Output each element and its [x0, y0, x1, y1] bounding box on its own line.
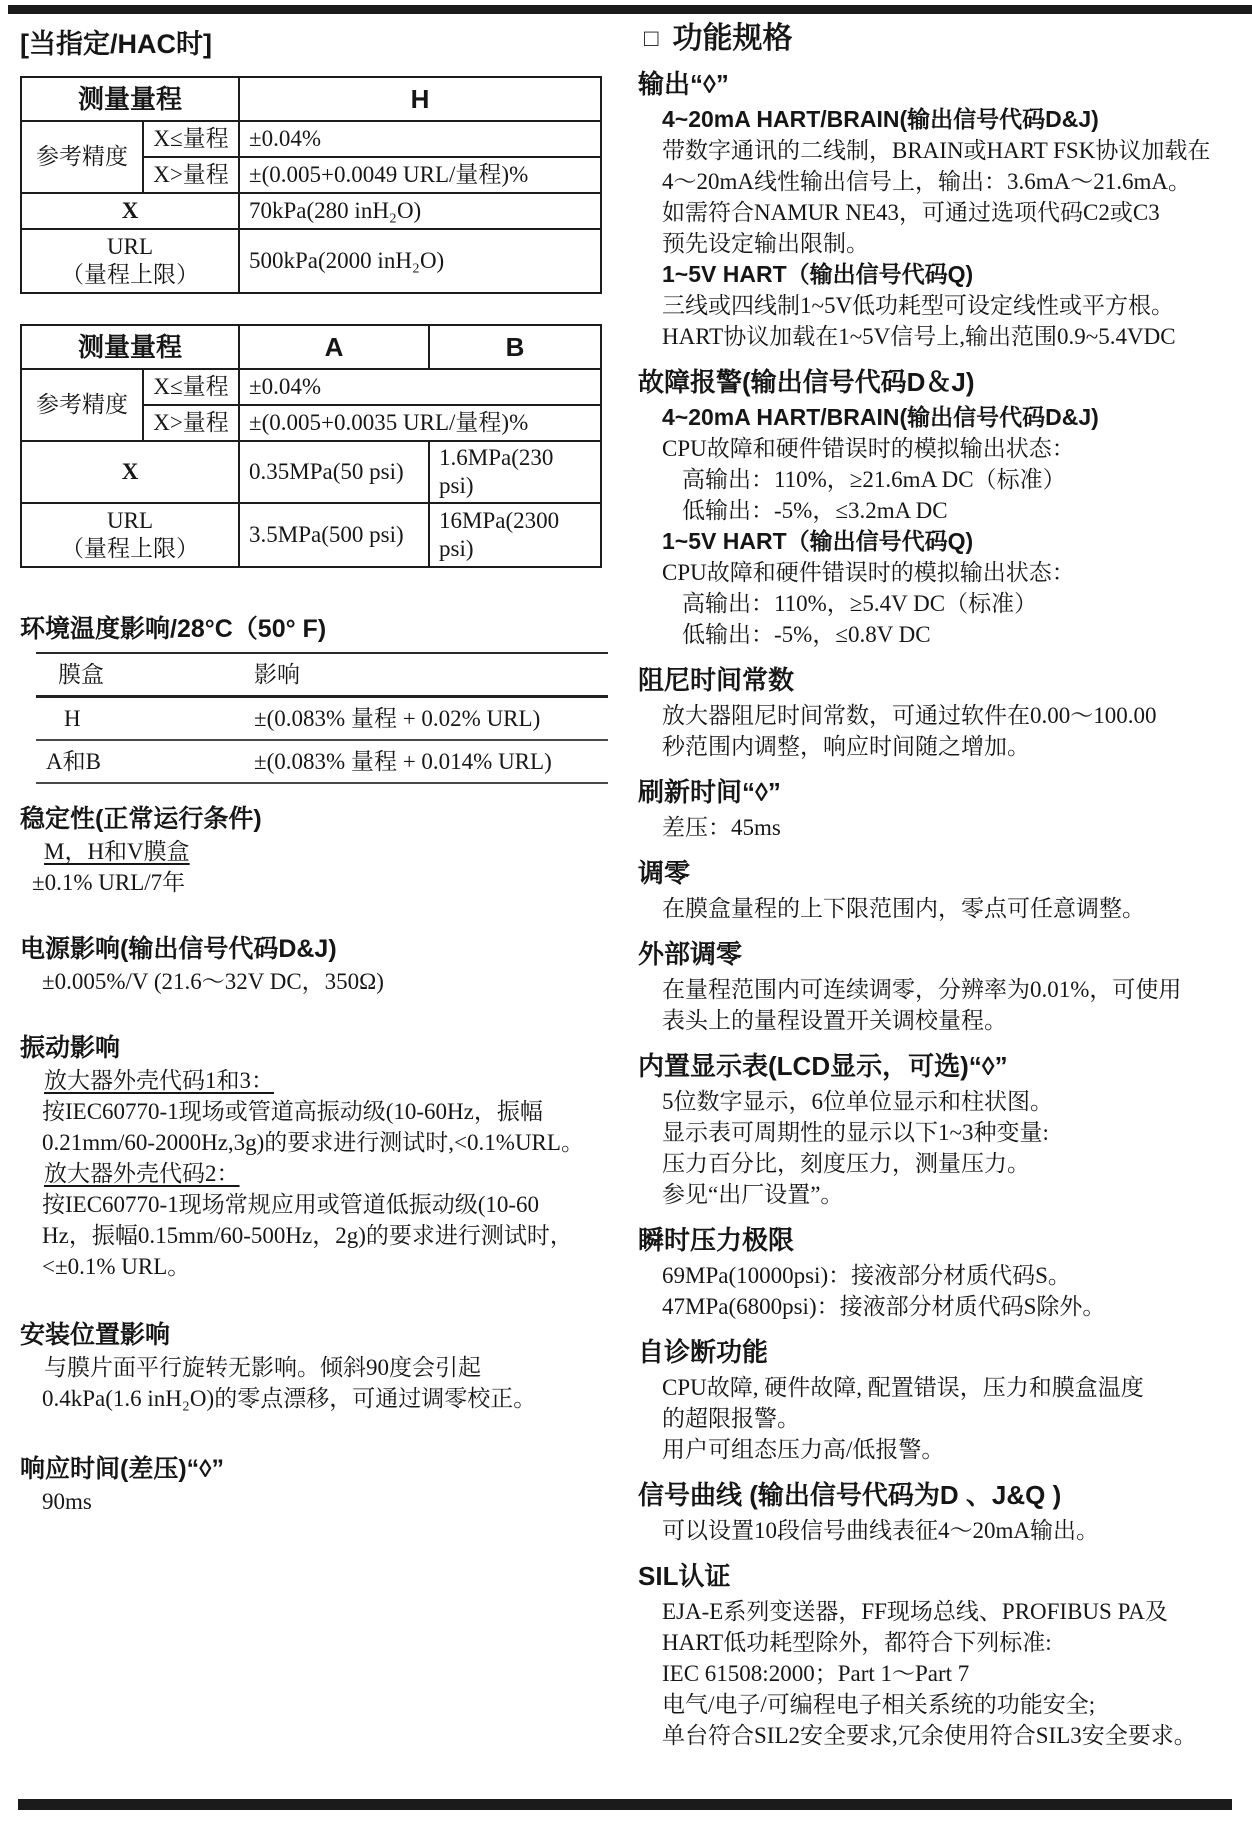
output-p2-line2: HART协议加载在1~5V信号上,输出范围0.9~5.4VDC [662, 324, 1176, 349]
zero-heading: 调零 [638, 858, 691, 888]
alarm-s1-line1: CPU故障和硬件错误时的模拟输出状态： [662, 436, 1075, 461]
sil-heading: SIL认证 [638, 1561, 731, 1591]
vibration-case2-label: 放大器外壳代码2： [44, 1161, 240, 1186]
signal-curve-heading: 信号曲线 (输出信号代码为D 、J&Q ) [638, 1480, 1062, 1510]
output-heading: 输出“◊” [638, 69, 729, 99]
mounting-line2: 0.4kPa(1.6 inH₂O)的零点漂移，可通过调零校正。 [42, 1386, 537, 1411]
table-ab-col-b: B [429, 325, 601, 369]
overpressure-line1: 69MPa(10000psi)：接液部分材质代码S。 [662, 1263, 1071, 1288]
alarm-s2-line3: 低输出：-5%，≤0.8V DC [682, 622, 931, 647]
table-ab-range-header: 测量量程 [21, 325, 239, 369]
section-damping [638, 662, 1248, 762]
temp-col-capsule: 膜盒 [36, 653, 244, 697]
table-h-col-h: H [239, 77, 601, 121]
external-zero-line1: 在量程范围内可连续调零，分辨率为0.01%，可使用 [662, 977, 1182, 1002]
vibration-case1-line1: 按IEC60770-1现场或管道高振动级(10-60Hz，振幅 [42, 1099, 543, 1124]
alarm-sub2: 1~5V HART（输出信号代码Q) [662, 528, 974, 554]
square-marker-icon: □ [644, 25, 659, 52]
display-line1: 5位数字显示，6位单位显示和柱状图。 [662, 1089, 1053, 1114]
table-ab-url-label-line2: （量程上限） [61, 536, 199, 561]
section-power-effect [20, 932, 614, 997]
output-p1-line1: 带数字通讯的二线制，BRAIN或HART FSK协议加载在 [662, 138, 1211, 163]
sil-line4: 电气/电子/可编程电子相关系统的功能安全; [662, 1692, 1096, 1717]
output-p1-line4: 预先设定输出限制。 [662, 231, 869, 256]
table-range-ab [20, 324, 602, 568]
table-ab-x-b: 1.6MPa(230 psi) [429, 441, 601, 503]
vibration-case2-line2: Hz，振幅0.15mm/60-500Hz，2g)的要求进行测试时， [42, 1223, 573, 1248]
table-h-range-header: 测量量程 [21, 77, 239, 121]
self-diagnostics-line1: CPU故障, 硬件故障, 配置错误，压力和膜盒温度 [662, 1375, 1144, 1400]
sil-line1: EJA-E系列变送器，FF现场总线、PROFIBUS PA及 [662, 1599, 1168, 1624]
mounting-heading: 安装位置影响 [20, 1321, 171, 1349]
section-alarm [638, 364, 1248, 650]
table-ab-val-le: ±0.04% [239, 369, 601, 405]
section-output [638, 66, 1248, 352]
temp-row-ab-capsule: A和B [36, 740, 244, 783]
damping-line1: 放大器阻尼时间常数，可通过软件在0.00～100.00 [662, 703, 1157, 728]
output-sub1: 4~20mA HART/BRAIN(输出信号代码D&J) [662, 106, 1099, 132]
left-title: [当指定/HAC时] [20, 29, 212, 59]
table-h-url-label [21, 229, 239, 293]
right-column [638, 20, 1248, 1751]
self-diagnostics-heading: 自诊断功能 [638, 1337, 769, 1367]
table-h-url-label-line1: URL [107, 234, 153, 259]
table-h-val-gt: ±(0.005+0.0049 URL/量程)% [239, 157, 601, 193]
stability-value: ±0.1% URL/7年 [32, 870, 186, 895]
display-heading: 内置显示表(LCD显示，可选)“◊” [638, 1051, 1008, 1081]
alarm-s2-line1: CPU故障和硬件错误时的模拟输出状态： [662, 560, 1075, 585]
power-heading: 电源影响(输出信号代码D&J) [20, 935, 337, 963]
table-ab-x-a: 0.35MPa(50 psi) [239, 441, 429, 503]
zero-line1: 在膜盒量程的上下限范围内，零点可任意调整。 [662, 896, 1145, 921]
output-p1-line3: 如需符合NAMUR NE43，可通过选项代码C2或C3 [662, 200, 1160, 225]
alarm-s1-line3: 低输出：-5%，≤3.2mA DC [682, 498, 948, 523]
temp-col-effect: 影响 [244, 653, 608, 697]
overpressure-heading: 瞬时压力极限 [638, 1225, 795, 1255]
mounting-line1: 与膜片面平行旋转无影响。倾斜90度会引起 [44, 1355, 481, 1380]
vibration-case2-line1: 按IEC60770-1现场常规应用或管道低振动级(10-60 [42, 1192, 540, 1217]
table-ab-col-a: A [239, 325, 429, 369]
functional-spec-title-text: 功能规格 [672, 22, 793, 55]
section-vibration [20, 1031, 614, 1282]
temp-row-h-capsule: H [36, 697, 244, 741]
response-value: 90ms [42, 1489, 92, 1514]
display-line3: 压力百分比，刻度压力，测量压力。 [662, 1151, 1030, 1176]
section-zero [638, 855, 1248, 924]
output-p1-line2: 4～20mA线性输出信号上，输出：3.6mA～21.6mA。 [662, 169, 1191, 194]
damping-line2: 秒范围内调整，响应时间随之增加。 [662, 734, 1030, 759]
damping-heading: 阻尼时间常数 [638, 665, 795, 695]
section-stability [20, 802, 614, 898]
table-ab-val-gt: ±(0.005+0.0035 URL/量程)% [239, 405, 601, 441]
table-ab-url-b: 16MPa(2300 psi) [429, 503, 601, 567]
signal-curve-line1: 可以设置10段信号曲线表征4～20mA输出。 [662, 1518, 1099, 1543]
table-h-accuracy-label: 参考精度 [21, 121, 143, 193]
display-line2: 显示表可周期性的显示以下1~3种变量: [662, 1120, 1049, 1145]
section-self-diagnostics [638, 1334, 1248, 1465]
external-zero-line2: 表头上的量程设置开关调校量程。 [662, 1008, 1007, 1033]
update-time-heading: 刷新时间“◊” [638, 777, 781, 807]
vibration-case2-line3: <±0.1% URL。 [42, 1254, 191, 1279]
table-h-x-label: X [21, 193, 239, 229]
table-h-val-le: ±0.04% [239, 121, 601, 157]
alarm-heading: 故障报警(输出信号代码D＆J) [638, 367, 975, 397]
table-ab-x-label: X [21, 441, 239, 503]
left-column [20, 26, 614, 1517]
functional-spec-title [638, 20, 1248, 60]
section-temp-effect [20, 612, 614, 784]
table-ab-url-a: 3.5MPa(500 psi) [239, 503, 429, 567]
top-rule [8, 5, 1252, 14]
vibration-case1-label: 放大器外壳代码1和3： [44, 1068, 274, 1093]
section-update-time [638, 774, 1248, 843]
output-p2-line1: 三线或四线制1~5V低功耗型可设定线性或平方根。 [662, 293, 1175, 318]
section-signal-curve [638, 1477, 1248, 1546]
alarm-s2-line2: 高输出：110%，≥5.4V DC（标准） [682, 591, 1038, 616]
section-sil [638, 1558, 1248, 1751]
section-display [638, 1048, 1248, 1210]
temp-row-h-effect: ±(0.083% 量程 + 0.02% URL) [244, 697, 608, 741]
stability-heading: 稳定性(正常运行条件) [20, 805, 262, 833]
table-ab-url-label [21, 503, 239, 567]
self-diagnostics-line2: 的超限报警。 [662, 1406, 800, 1431]
self-diagnostics-line3: 用户可组态压力高/低报警。 [662, 1437, 945, 1462]
output-sub2: 1~5V HART（输出信号代码Q) [662, 261, 974, 287]
temp-effect-heading: 环境温度影响/28°C（50° F) [20, 615, 327, 643]
temp-row-ab-effect: ±(0.083% 量程 + 0.014% URL) [244, 740, 608, 783]
section-mounting [20, 1318, 614, 1414]
table-ab-accuracy-label: 参考精度 [21, 369, 143, 441]
table-h-url-label-line2: （量程上限） [61, 262, 199, 287]
section-overpressure [638, 1222, 1248, 1322]
bottom-rule [18, 1799, 1232, 1810]
alarm-s1-line2: 高输出：110%，≥21.6mA DC（标准） [682, 467, 1066, 492]
table-h-cond-gt: X>量程 [143, 157, 239, 193]
temp-effect-table [36, 652, 608, 784]
sil-line3: IEC 61508:2000；Part 1～Part 7 [662, 1661, 970, 1686]
table-ab-url-label-line1: URL [107, 508, 153, 533]
vibration-case1-line2: 0.21mm/60-2000Hz,3g)的要求进行测试时,<0.1%URL。 [42, 1130, 584, 1155]
table-ab-cond-le: X≤量程 [143, 369, 239, 405]
vibration-heading: 振动影响 [20, 1034, 121, 1062]
table-range-h [20, 76, 602, 294]
table-h-cond-le: X≤量程 [143, 121, 239, 157]
section-external-zero [638, 936, 1248, 1036]
stability-capsules: M，H和V膜盒 [44, 839, 190, 864]
power-value: ±0.005%/V (21.6～32V DC，350Ω) [42, 969, 384, 994]
table-h-url-value: 500kPa(2000 inH₂O) [239, 229, 601, 293]
table-h-x-value: 70kPa(280 inH₂O) [239, 193, 601, 229]
table-ab-cond-gt: X>量程 [143, 405, 239, 441]
section-response-time [20, 1452, 614, 1517]
overpressure-line2: 47MPa(6800psi)：接液部分材质代码S除外。 [662, 1294, 1106, 1319]
sil-line5: 单台符合SIL2安全要求,冗余使用符合SIL3安全要求。 [662, 1723, 1197, 1748]
update-time-line1: 差压：45ms [662, 815, 781, 840]
alarm-sub1: 4~20mA HART/BRAIN(输出信号代码D&J) [662, 404, 1099, 430]
sil-line2: HART低功耗型除外，都符合下列标准: [662, 1630, 1052, 1655]
response-heading: 响应时间(差压)“◊” [20, 1455, 225, 1483]
display-line4: 参见“出厂设置”。 [662, 1182, 844, 1207]
external-zero-heading: 外部调零 [638, 939, 743, 969]
